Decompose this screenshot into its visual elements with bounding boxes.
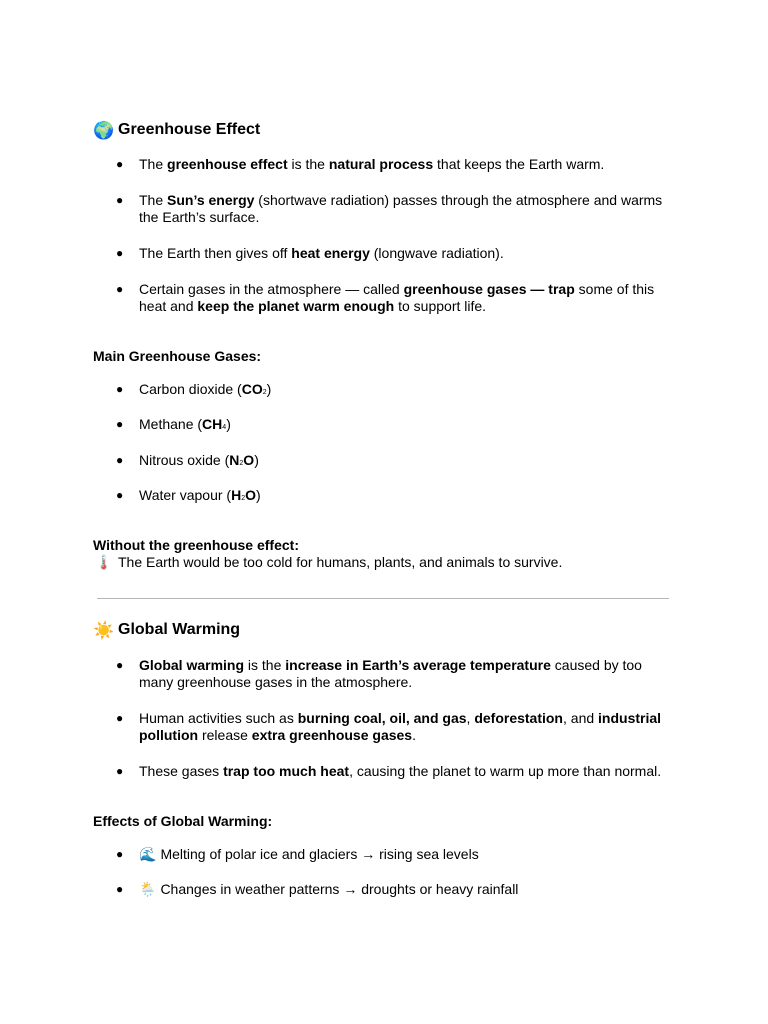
bold-text: increase in Earth’s average temperature [285, 657, 551, 673]
gas-item-text: Carbon dioxide (CO2) [139, 381, 272, 397]
effect-text: Changes in weather patterns → droughts or heavy rainfall [160, 881, 519, 897]
greenhouse-bullet-text: The greenhouse effect is the natural process that keeps the Earth warm. [139, 156, 605, 172]
bold-text: deforestation [474, 710, 563, 726]
bold-text: industrial pollution [139, 710, 662, 743]
without-text: The Earth would be too cold for humans, plants, and animals to survive. [118, 554, 563, 570]
document-page: 🌍 Greenhouse Effect ● The greenhouse effect is the natural process that keeps the Earth warm. ● The Sun’s energy (shortwave radiation) passes through the atmosphere and warms the Earth’s surface. ● The Earth then gives off heat energy (longwave radiation). ● Certain gases in the atmosphere — called greenhouse gases — trap some of this heat and keep the planet warm enough to support life. Main Greenhouse Gases: ● Carbon dioxide (CO2) ● Methane (CH4) ● Nitrous oxide (N2O) ● Water vapour (H2O) Without the greenhouse effect: 🌡️ The Earth would be too cold for humans, plants, and animals to survive. ☀️ Global Warming ● Global warming is the increase in Earth’s average temperature caused by too many greenhouse gases in the atmosphere. ● Human activities such as burning coal, oil, and gas, deforestation, and industrial pollution release extra greenhouse gases. ● These gases trap too much heat, causing the planet to warm up more than normal. Effects of Global Warming: ● 🌊 Melting of polar ice and glaciers → rising sea levels ● 🌦️ Changes in weather patterns → droughts or heavy rainfall [0, 0, 768, 1024]
greenhouse-bullet-text: The Sun’s energy (shortwave radiation) passes through the atmosphere and warms the Earth’s surface. [139, 192, 663, 225]
warming-bullet-text: Global warming is the increase in Earth’s average temperature caused by too many greenhouse gases in the atmosphere. [139, 657, 642, 690]
warming-title: Global Warming [118, 621, 241, 638]
subscript-text: 4 [222, 424, 227, 431]
section-divider [97, 598, 669, 599]
bold-text: burning coal, oil, and gas [297, 710, 467, 726]
subscript-text: 2 [262, 389, 267, 396]
warming-bullet-text: These gases trap too much heat, causing the planet to warm up more than normal. [139, 763, 662, 779]
bold-text: keep the planet warm enough [197, 298, 395, 314]
wave-icon: 🌊 [139, 846, 157, 862]
warming-bullet-text: Human activities such as burning coal, oil, and gas, deforestation, and industrial pollution release extra greenhouse gases. [139, 710, 662, 743]
bold-text: N [229, 452, 240, 468]
without-heading: Without the greenhouse effect: [93, 537, 299, 553]
bold-text: heat energy [291, 245, 370, 261]
thermometer-icon: 🌡️ [95, 554, 113, 570]
bold-text: O [245, 487, 256, 503]
gases-heading: Main Greenhouse Gases: [93, 348, 262, 364]
greenhouse-bullet-text: Certain gases in the atmosphere — called greenhouse gases — trap some of this heat and keep the planet warm enough to support life. [139, 281, 655, 314]
bold-text: CH [202, 416, 223, 432]
greenhouse-title: Greenhouse Effect [118, 121, 261, 138]
globe-icon: 🌍 [93, 120, 115, 140]
bold-text: CO [241, 381, 263, 397]
subscript-text: 2 [241, 495, 246, 502]
greenhouse-bullet-text: The Earth then gives off heat energy (longwave radiation). [139, 245, 504, 261]
bold-text: O [243, 452, 255, 468]
subscript-text: 2 [239, 460, 244, 467]
bold-text: Global warming [139, 657, 245, 673]
greenhouse-heading [93, 121, 260, 139]
bold-text: natural process [328, 156, 434, 172]
gas-item-text: Water vapour (H2O) [139, 487, 261, 503]
without-line [93, 554, 562, 570]
gas-item-text: Nitrous oxide (N2O) [139, 452, 259, 468]
warming-heading [93, 621, 240, 639]
sun-icon: ☀️ [93, 620, 115, 640]
bold-text: Sun’s energy [167, 192, 255, 208]
effect-text: Melting of polar ice and glaciers → rising sea levels [160, 846, 479, 862]
bold-text: trap too much heat [223, 763, 350, 779]
gas-item-text: Methane (CH4) [139, 416, 231, 432]
bold-text: H [231, 487, 242, 503]
bold-text: extra greenhouse gases [251, 727, 413, 743]
effects-heading: Effects of Global Warming: [93, 813, 273, 829]
bold-text: greenhouse effect [167, 156, 288, 172]
bold-text: greenhouse gases — trap [403, 281, 575, 297]
sun-rain-cloud-icon: 🌦️ [139, 881, 157, 897]
